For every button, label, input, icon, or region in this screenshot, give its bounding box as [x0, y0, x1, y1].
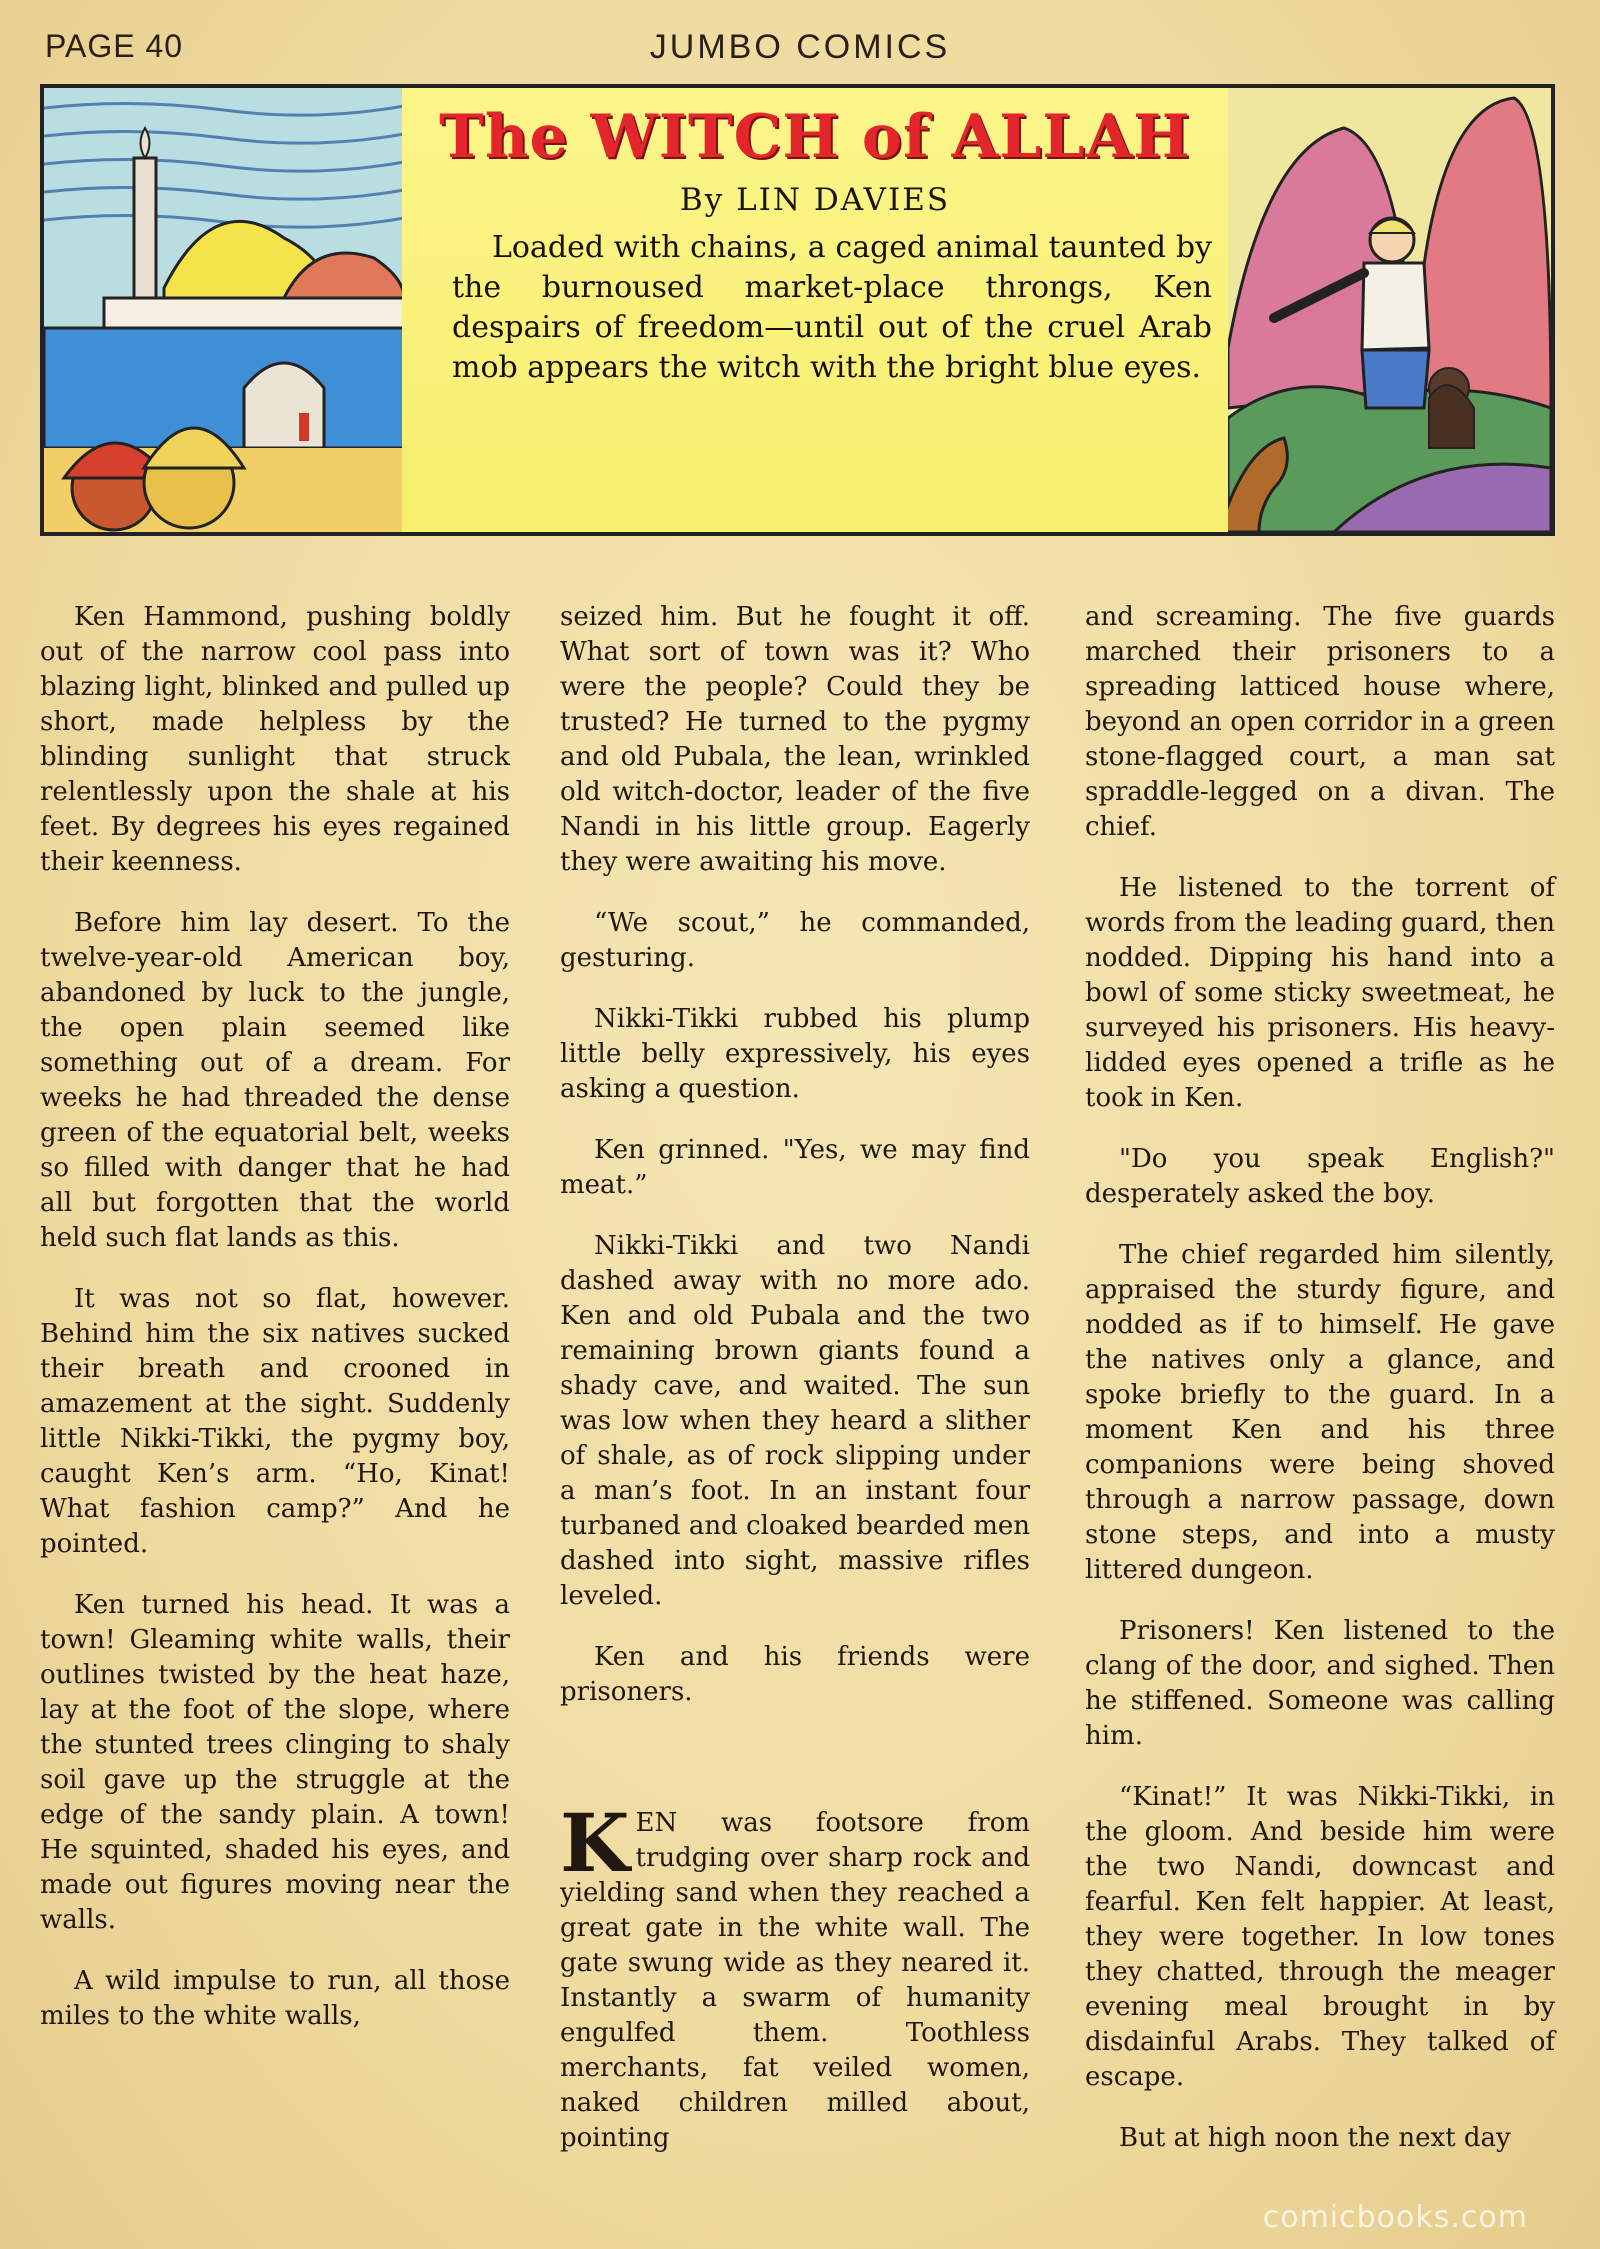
paragraph: Ken grinned. "Yes, we may find meat.”: [560, 1135, 1030, 1200]
paragraph-dropcap: [560, 1796, 1030, 2156]
page-header: [45, 28, 1555, 72]
text-column-3: [1085, 600, 1555, 2182]
paragraph: Prisoners! Ken listened to the clang of the door, and sighed. Then he stiffened. Someone was calling him.: [1085, 1616, 1555, 1751]
paragraph-text: EN was footsore from trudging over sharp rock and yielding sand when they reached a great gate in the white wall. The gate swung wide as they neared it. Instantly a swarm of humanity engulfed them. Toothless merchants, fat veiled women, naked children milled about, pointing: [560, 1808, 1030, 2153]
paragraph: “Kinat!” It was Nikki-Tikki, in the gloom. And beside him were the two Nandi, downcast and fearful. Ken felt happier. At least, they were together. In low tones they chatted, through the meager evening meal brought in by disdainful Arabs. They talked of escape.: [1085, 1782, 1555, 2092]
paragraph: Nikki-Tikki rubbed his plump little belly expressively, his eyes asking a question.: [560, 1004, 1030, 1104]
section-break: [560, 1736, 1030, 1806]
byline: By LIN DAVIES: [679, 182, 951, 218]
paragraph: Nikki-Tikki and two Nandi dashed away with no more ado. Ken and old Pubala and the two remaining brown giants found a shady cave, and waited. The sun was low when they heard a slither of shale, as of rock slipping under a man’s foot. In an instant four turbaned and cloaked bearded men dashed into sight, massive rifles leveled.: [560, 1231, 1030, 1611]
paragraph: "Do you speak English?" desperately asked the boy.: [1085, 1144, 1555, 1209]
page-number: PAGE 40: [45, 28, 184, 64]
paragraph: Before him lay desert. To the twelve-year-old American boy, abandoned by luck to the jungle, the open plain seemed like something out of a dream. For weeks he had threaded the dense green of the equatorial belt, weeks so filled with danger that he had all but forgotten that the world held such flat lands as this.: [40, 908, 510, 1253]
paragraph: Ken turned his head. It was a town! Gleaming white walls, their outlines twisted by the heat haze, lay at the foot of the slope, where the stunted trees clinging to shaly soil gave up the struggle at the edge of the sandy plain. A town! He squinted, shaded his eyes, and made out figures moving near the walls.: [40, 1590, 510, 1935]
paragraph: Ken Hammond, pushing boldly out of the narrow cool pass into blazing light, blinked and pulled up short, made helpless by the blinding sunlight that struck relentlessly upon the shale at his feet. By degrees his eyes regained their keenness.: [40, 602, 510, 877]
drop-cap: K: [560, 1796, 630, 1890]
paragraph: A wild impulse to run, all those miles to the white walls,: [40, 1966, 510, 2031]
paragraph: It was not so flat, however. Behind him the six natives sucked their breath and crooned in amazement at the sight. Suddenly little Nikki-Tikki, the pygmy boy, caught Ken’s arm. “Ho, Kinat! What fashion camp?” And he pointed.: [40, 1284, 510, 1559]
paragraph: He listened to the torrent of words from the leading guard, then nodded. Dipping his hand into a bowl of some sticky sweetmeat, he surveyed his prisoners. His heavy-lidded eyes opened a trifle as he took in Ken.: [1085, 873, 1555, 1113]
paragraph: and screaming. The five guards marched their prisoners to a spreading latticed house where, beyond an open corridor in a green stone-flagged court, a man sat spraddle-legged on a divan. The chief.: [1085, 602, 1555, 842]
title-panel: [402, 88, 1228, 532]
paragraph: But at high noon the next day: [1119, 2123, 1511, 2153]
paragraph: Ken and his friends were prisoners.: [560, 1642, 1030, 1707]
story-title: The WITCH of ALLAH: [439, 102, 1191, 172]
paragraph: seized him. But he fought it off. What sort of town was it? Who were the people? Could they be trusted? He turned to the pygmy and old Pubala, the lean, wrinkled old witch-doctor, leader of the five Nandi in his little group. Eagerly they were awaiting his move.: [560, 602, 1030, 877]
watermark: comicbooks.com: [1262, 2200, 1528, 2235]
paragraph: The chief regarded him silently, appraised the sturdy figure, and nodded as if to himself. He gave the natives only a glance, and spoke briefly to the guard. In a moment Ken and his three companions were being shoved through a narrow passage, down stone steps, and into a musty littered dungeon.: [1085, 1240, 1555, 1585]
story-blurb: Loaded with chains, a caged animal taunted by the burnoused market-place throngs, Ken despairs of freedom—until out of the cruel Arab mob appears the witch with the bright blue eyes.: [452, 230, 1212, 385]
text-column-2: [560, 600, 1030, 2182]
title-banner: [40, 84, 1555, 536]
paragraph: “We scout,” he commanded, gesturing.: [560, 908, 1030, 973]
text-column-1: [40, 600, 510, 2060]
magazine-title: JUMBO COMICS: [649, 28, 951, 66]
